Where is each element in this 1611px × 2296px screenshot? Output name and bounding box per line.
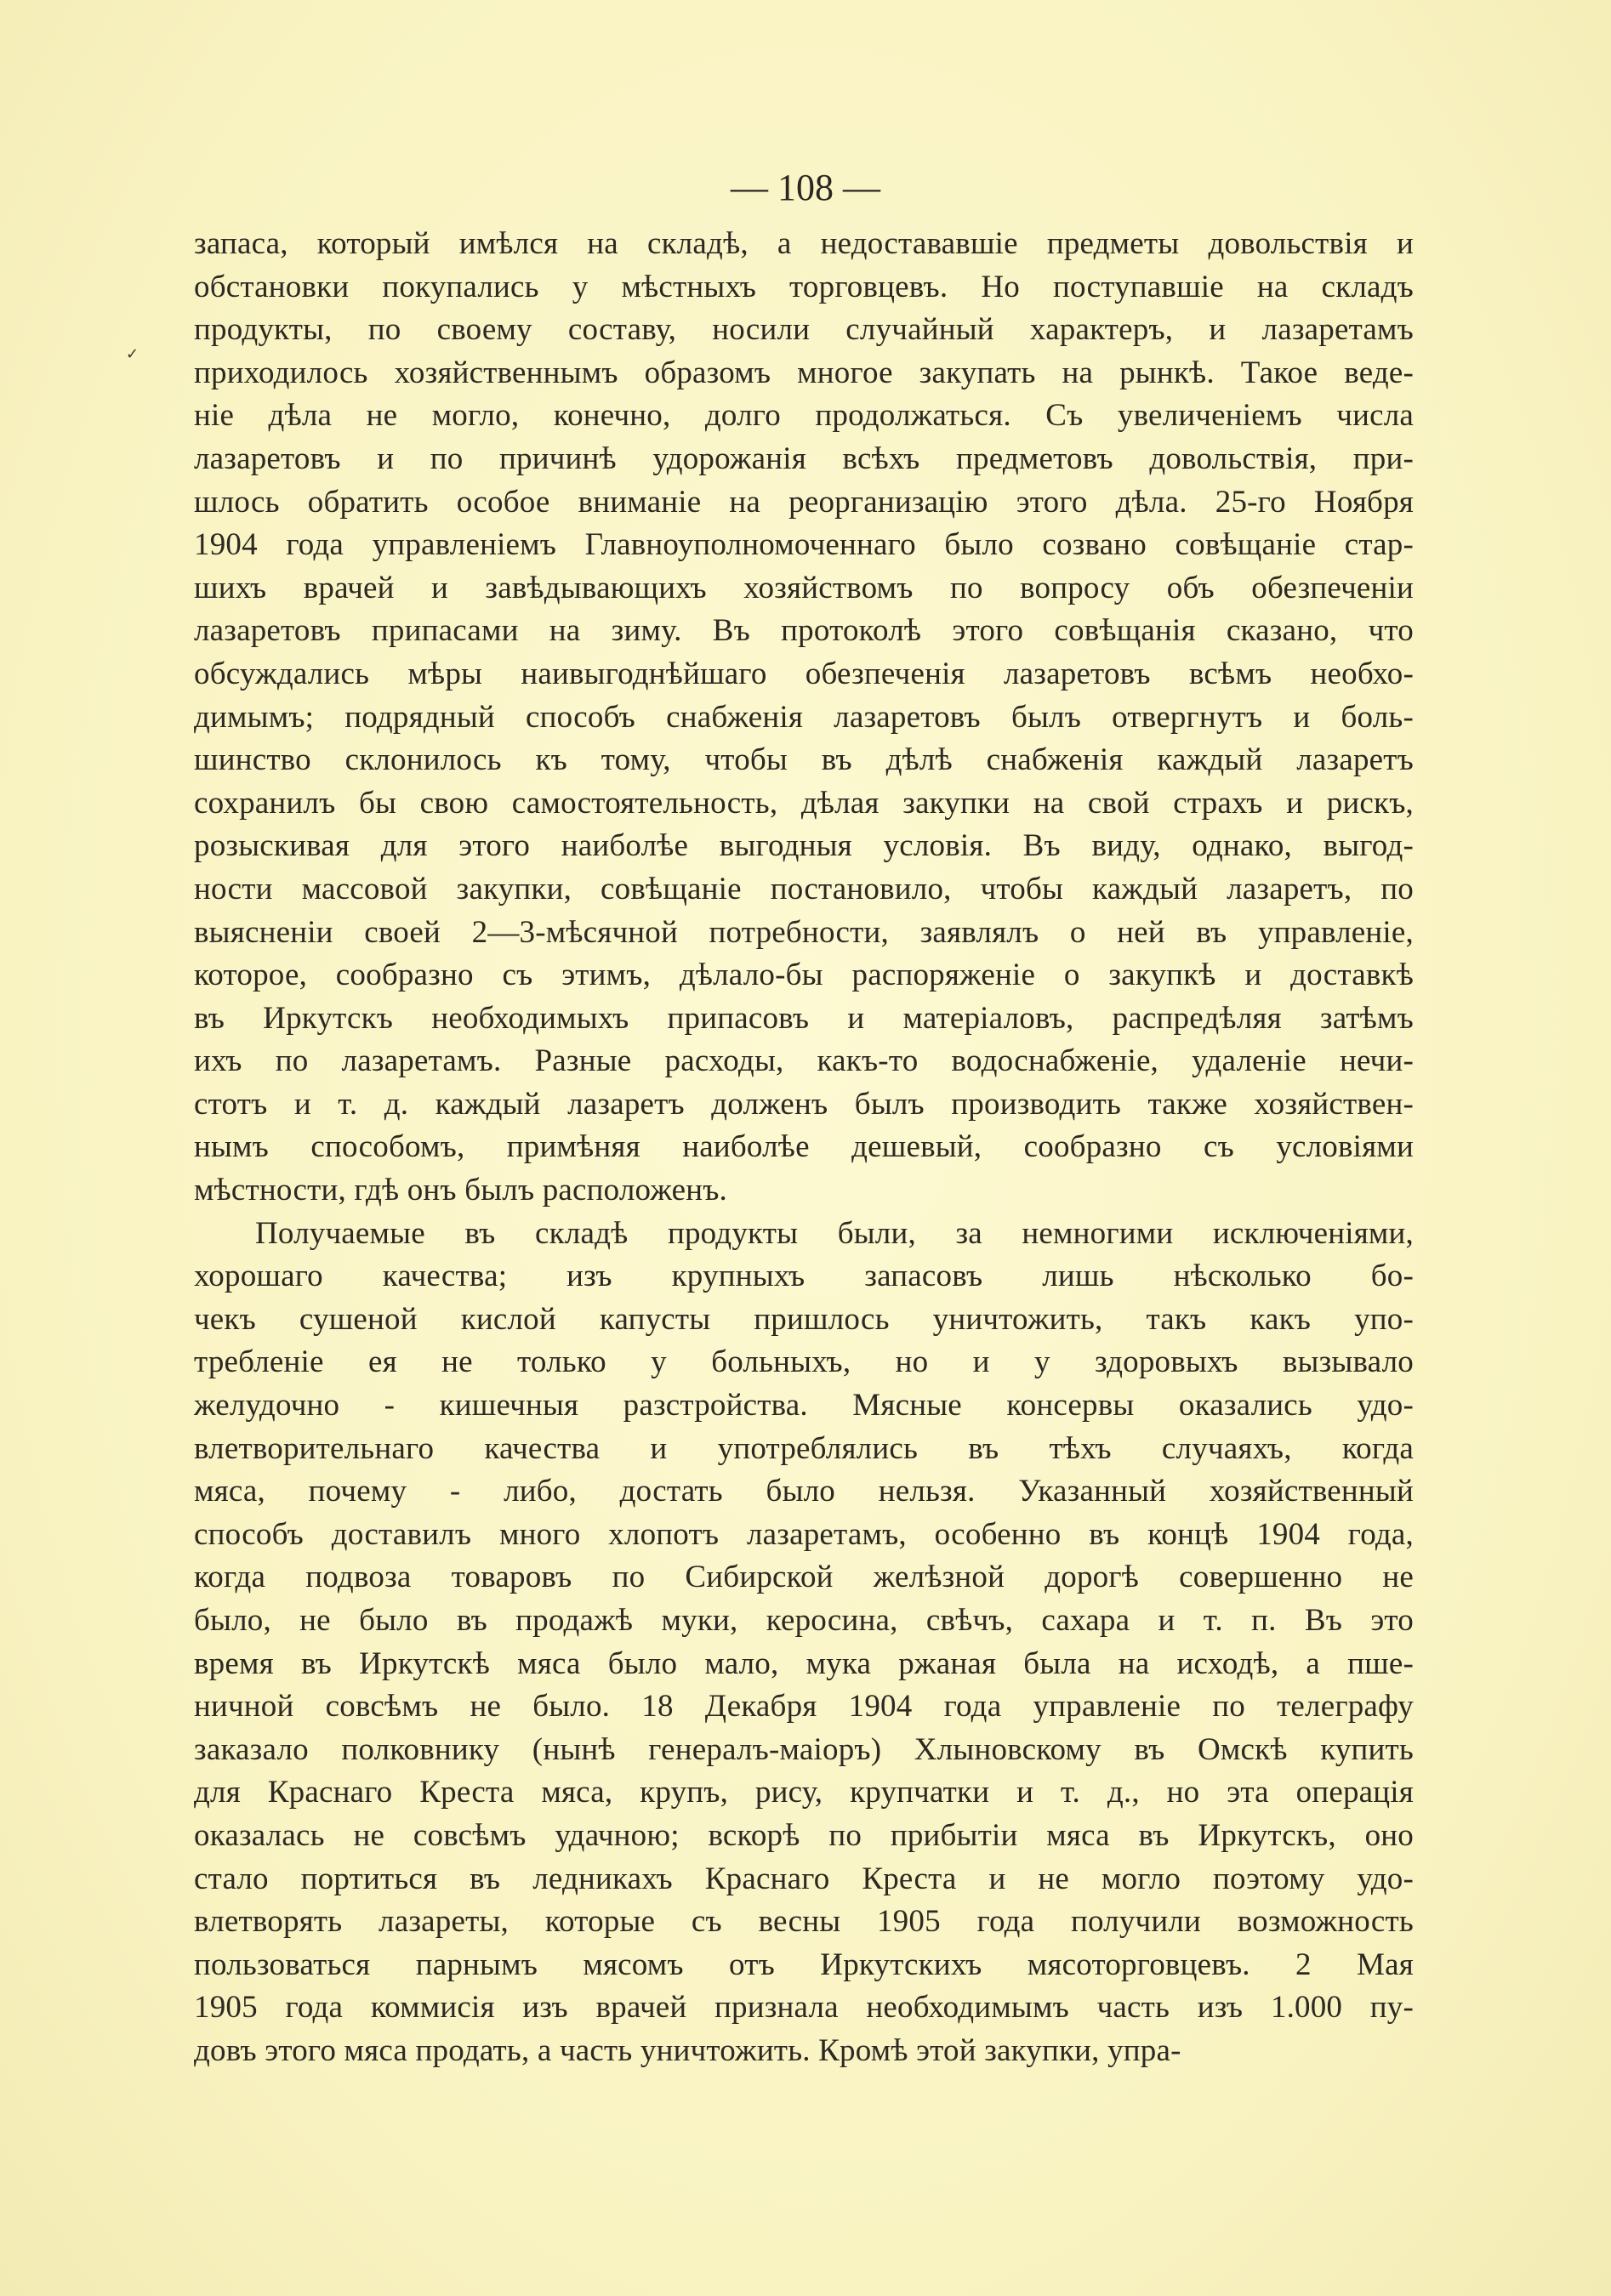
text-line: ничной совсѣмъ не было. 18 Декабря 1904 года управленіе по телеграфу [194,1689,1414,1725]
text-line: шихъ врачей и завѣдывающихъ хозяйствомъ по вопросу объ обезпеченіи [194,570,1414,605]
text-line: нымъ способомъ, примѣняя наиболѣе дешевый, сообразно съ условіями [194,1129,1414,1165]
text-line: желудочно - кишечныя разстройства. Мясные консервы оказались удо- [194,1388,1414,1424]
text-line: мѣстности, гдѣ онъ былъ расположенъ. [194,1173,728,1208]
text-line: хорошаго качества; изъ крупныхъ запасовъ лишь нѣсколько бо- [194,1259,1414,1294]
text-line: время въ Иркутскѣ мяса было мало, мука ржаная была на исходѣ, а пше- [194,1645,1414,1681]
text-line: въ Иркутскъ необходимыхъ припасовъ и матеріаловъ, распредѣляя затѣмъ [194,1000,1414,1036]
text-line: лазаретовъ припасами на зиму. Въ протоколѣ этого совѣщанія сказано, что [194,613,1414,649]
text-line: влетворительнаго качества и употреблялись въ тѣхъ случаяхъ, когда [194,1430,1414,1466]
text-line: для Краснаго Креста мяса, крупъ, рису, крупчатки и т. д., но эта операція [194,1775,1414,1810]
text-line: довъ этого мяса продать, а часть уничтожить. Кромѣ этой закупки, упра- [194,2032,1181,2068]
text-line: влетворять лазареты, которые съ весны 1905 года получили возможность [194,1904,1414,1940]
text-line: требленіе ея не только у больныхъ, но и у здоровыхъ вызывало [194,1344,1414,1380]
text-line: обсуждались мѣры наивыгоднѣйшаго обезпеченія лазаретовъ всѣмъ необхо- [194,656,1414,691]
text-line: сохранилъ бы свою самостоятельность, дѣлая закупки на свой страхъ и рискъ, [194,785,1414,821]
text-line: шлось обратить особое вниманіе на реорганизацію этого дѣла. 25-го Ноября [194,484,1414,520]
text-line: продукты, по своему составу, носили случайный характеръ, и лазаретамъ [194,312,1414,348]
text-line: розыскивая для этого наиболѣе выгодныя условія. Въ виду, однако, выгод- [194,828,1414,864]
text-line: выясненіи своей 2—3-мѣсячной потребности, заявлялъ о ней въ управленіе, [194,914,1414,950]
text-line: когда подвоза товаровъ по Сибирской желѣзной дорогѣ совершенно не [194,1560,1414,1595]
text-line: способъ доставилъ много хлопотъ лазаретамъ, особенно въ концѣ 1904 года, [194,1516,1414,1552]
text-line: димымъ; подрядный способъ снабженія лазаретовъ былъ отвергнутъ и боль- [194,699,1414,735]
text-line: 1905 года коммисія изъ врачей признала необходимымъ часть изъ 1.000 пу- [194,1990,1414,2026]
text-line: заказало полковнику (нынѣ генералъ-маіоръ) Хлыновскому въ Омскѣ купить [194,1731,1414,1767]
text-line: ніе дѣла не могло, конечно, долго продолжаться. Съ увеличеніемъ числа [194,398,1414,434]
text-line: стотъ и т. д. каждый лазаретъ долженъ былъ производить также хозяйствен- [194,1086,1414,1122]
text-line: которое, сообразно съ этимъ, дѣлало-бы распоряженіе о закупкѣ и доставкѣ [194,958,1414,993]
page-number: — 108 — [731,167,880,208]
text-line: шинство склонилось къ тому, чтобы въ дѣлѣ снабженія каждый лазаретъ [194,742,1414,778]
margin-check-mark: ✓ [126,345,139,363]
body-text [194,223,1414,2073]
text-line: мяса, почему - либо, достать было нельзя. Указанный хозяйственный [194,1474,1414,1509]
text-line: обстановки покупались у мѣстныхъ торговцевъ. Но поступавшіе на складъ [194,269,1414,304]
text-line: приходилось хозяйственнымъ образомъ многое закупать на рынкѣ. Такое веде- [194,355,1414,390]
text-line: ности массовой закупки, совѣщаніе постановило, чтобы каждый лазаретъ, по [194,871,1414,906]
text-line: чекъ сушеной кислой капусты пришлось уничтожить, такъ какъ упо- [194,1301,1414,1337]
text-line: пользоваться парнымъ мясомъ отъ Иркутскихъ мясоторговцевъ. 2 Мая [194,1946,1414,1982]
text-line: лазаретовъ и по причинѣ удорожанія всѣхъ предметовъ довольствія, при- [194,440,1414,476]
text-line: оказалась не совсѣмъ удачною; вскорѣ по прибытіи мяса въ Иркутскъ, оно [194,1817,1414,1853]
text-line: запаса, который имѣлся на складѣ, а недостававшіе предметы довольствія и [194,226,1414,261]
text-line: стало портиться въ ледникахъ Краснаго Креста и не могло поэтому удо- [194,1861,1414,1896]
text-line: 1904 года управленіемъ Главноуполномоченнаго было созвано совѣщаніе стар- [194,527,1414,563]
text-line: ихъ по лазаретамъ. Разные расходы, какъ-то водоснабженіе, удаленіе нечи- [194,1043,1414,1079]
text-line: было, не было въ продажѣ муки, керосина, свѣчъ, сахара и т. п. Въ это [194,1603,1414,1638]
text-line: Получаемые въ складѣ продукты были, за немногими исключеніями, [255,1215,1414,1251]
